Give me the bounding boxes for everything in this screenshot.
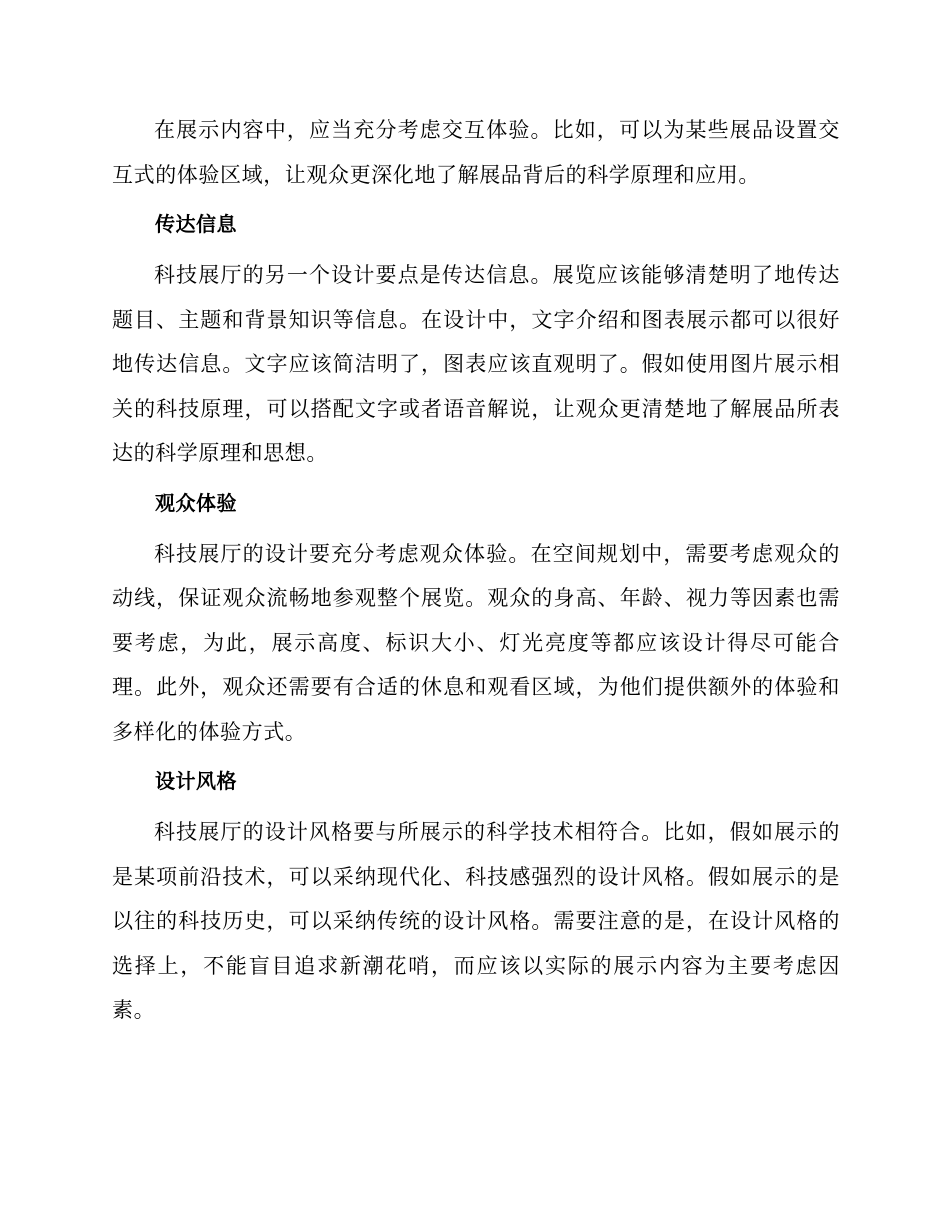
document-body xyxy=(112,108,840,1033)
intro-paragraph: 在展示内容中，应当充分考虑交互体验。比如，可以为某些展品设置交互式的体验区域，让观众更深化地了解展品背后的科学原理和应用。 xyxy=(112,118,840,187)
section-paragraph-audience-experience: 科技展厅的设计要充分考虑观众体验。在空间规划中，需要考虑观众的动线，保证观众流畅地参观整个展览。观众的身高、年龄、视力等因素也需要考虑，为此，展示高度、标识大小、灯光亮度等都应该设计得尽可能合理。此外，观众还需要有合适的休息和观看区域，为他们提供额外的体验和多样化的体验方式。 xyxy=(112,541,840,744)
section-heading-design-style: 设计风格 xyxy=(155,769,237,793)
section-heading-convey-info: 传达信息 xyxy=(155,212,237,236)
section-heading-audience-experience: 观众体验 xyxy=(155,490,237,515)
section-paragraph-convey-info: 科技展厅的另一个设计要点是传达信息。展览应该能够清楚明了地传达题目、主题和背景知识等信息。在设计中，文字介绍和图表展示都可以很好地传达信息。文字应该简洁明了，图表应该直观明了。假如使用图片展示相关的科技原理，可以搭配文字或者语音解说，让观众更清楚地了解展品所表达的科学原理和思想。 xyxy=(112,263,840,465)
section-paragraph-design-style: 科技展厅的设计风格要与所展示的科学技术相符合。比如，假如展示的是某项前沿技术，可以采纳现代化、科技感强烈的设计风格。假如展示的是以往的科技历史，可以采纳传统的设计风格。需要注意的是，在设计风格的选择上，不能盲目追求新潮花哨，而应该以实际的展示内容为主要考虑因素。 xyxy=(112,820,840,1022)
